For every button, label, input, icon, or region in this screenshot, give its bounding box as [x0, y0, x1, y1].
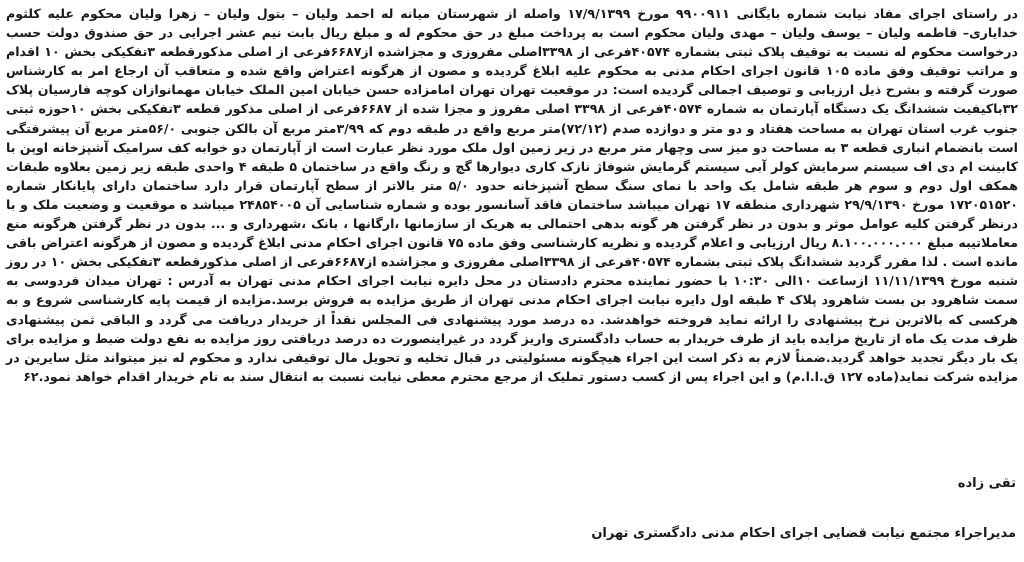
- signer-name: تقی زاده: [957, 476, 1016, 491]
- auction-notice: [6, 4, 1018, 386]
- signature-block: [591, 474, 1016, 544]
- notice-body-text: در راستای اجرای مفاد نیابت شماره بایگانی ۹۹۰۰۹۱۱ مورخ ۱۷/۹/۱۳۹۹ واصله از شهرستان میانه له احمد ولیان – بتول ولیان – زهرا ولیان محکوم علیه کلثوم خدایاری– فاطمه ولیان – یوسف ولیان – مهدی ولیان محکوم است به پرداخت مبلغ در حق محکوم له و مبلغ ریال بابت نیم عشر اجرایی در حق صندوق دولت حسب درخواست محکوم له نسبت به توقیف پلاک ثبتی بشماره ۴۰۵۷۴فرعی از ۳۳۹۸اصلی مفروزی و مجزاشده از۶۶۸۷فرعی از اصلی مذکورقطعه ۳تفکیکی بخش ۱۰ اقدام و مراتب توقیف وفق ماده ۱۰۵ قانون اجرای احکام مدنی به محکوم علیه ابلاغ گردیده و مصون از هرگونه اعتراض واقع شده و متعاقب آن ارجاع امر به کارشناس صورت گرفته و بشرح ذیل ارزیابی و توصیف اجمالی گردیده است: در موقعیت تهران تهران امامزاده حسن خیابان امین الملک خیابان مهمانوازان کوچه فارسیان پلاک ۳۲باکیفیت ششدانگ یک دستگاه آپارتمان به شماره ۴۰۵۷۴فرعی از ۳۳۹۸ اصلی مفروز و مجزا شده از ۶۶۸۷فرعی از اصلی مذکور قطعه ۳تفکیکی بخش ۱۰حوزه ثبتی جنوب غرب استان تهران به مساحت هفتاد و دو متر و دوازده صدم (۷۲/۱۲)متر مربع واقع در طبقه دوم که ۳/۹۹متر مربع آن بالکن جنوبی ۵۶/۰متر مربع آن پیشرفتگی است بانضمام انباری قطعه ۳ به مساحت دو میز سی وچهار متر مربع در زیر زمین اول ملک مورد نظر عبارت است از آپارتمان دو خوابه کف سرامیک آشپزخانه اوپن با کابینت ام دی اف سیستم سرمایش کولر آبی سیستم گرمایش شوفاژ نازک کاری دیوارها گچ و رنگ واقع در ساختمان ۵ طبقه ۴ واحدی طبقه زیر زمین بعلاوه طبقات همکف اول دوم و سوم هر طبقه شامل یک واحد با نمای سنگ سطح آشپزخانه حدود ۵/۰ متر بالاتر از سطح آپارتمان قرار دارد ساختمان دارای پایانکار شماره ۱۷۲۰۵۱۵۲۰ مورخ ۲۹/۹/۱۳۹۰ شهرداری منطقه ۱۷ تهران میباشد ساختمان فاقد آسانسور بوده و شماره شناسایی آن ۲۴۸۵۴۰۰۵ میباشد ه موقعیت و وضعیت ملک و با درنظر گرفتن کلیه عوامل موثر و بدون در نظر گرفتن هر گونه بدهی احتمالی به هریک از سازمانها ،ارگانها ، بانک ،شهرداری و ... بدون در نظر گرفتن هرگونه منع معاملاتیبه مبلغ ۸.۱۰۰.۰۰۰.۰۰۰ ریال ارزیابی و اعلام گردیده و نظریه کارشناسی وفق ماده ۷۵ قانون اجرای احکام مدنی ابلاغ گردیده و مصون از هرگونه اعتراض باقی مانده است . لذا مقرر گردید ششدانگ پلاک ثبتی بشماره ۴۰۵۷۴فرعی از ۳۳۹۸اصلی مفروزی و مجزاشده از۶۶۸۷فرعی از اصلی مذکورقطعه ۳تفکیکی بخش ۱۰ در روز شنبه مورخ ۱۱/۱۱/۱۳۹۹ ازساعت ۱۰الی ۱۰:۳۰ با حضور نماینده محترم دادستان در محل دایره نیابت اجرای احکام مدنی تهران به آدرس : تهران میدان فردوسی به سمت شاهرود بن بست شاهرود پلاک ۴ طبقه اول دایره نیابت اجرای احکام مدنی تهران از طریق مزایده به فروش برسد.مزایده از قیمت پایه کارشناسی شروع و به هرکسی که بالاترین نرخ پیشنهادی را ارائه نماید فروخته خواهدشد. ده درصد مورد پیشنهادی فی المجلس نقداً از خریدار دریافت می گردد و الباقی ثمن پیشنهادی ظرف مدت یک ماه از تاریخ مزایده باید از طرف خریدار به حساب دادگستری واریز گردد در غیراینصورت ده درصد دریافتی روز مزایده به نفع دولت ضبط و مزایده برای یک بار دیگر تجدید خواهد گردید.ضمناً لازم به ذکر است این اجراء هیچگونه مسئولیتی در قبال تخلیه و تحویل مال توقیفی ندارد و محکوم له نیز میتواند مثل سایرین در مزایده شرکت نماید(ماده ۱۲۷ ق.ا.ا.م) و این اجراء پس از کسب دستور تملیک از مرجع محترم معطی نیابت نسبت به انتقال سند به نام خریدار اقدام خواهد نمود.۶۲: [5, 6, 1019, 384]
- signer-title: مدیراجراء مجتمع نیابت قضایی اجرای احکام مدنی دادگستری تهران: [591, 526, 1016, 541]
